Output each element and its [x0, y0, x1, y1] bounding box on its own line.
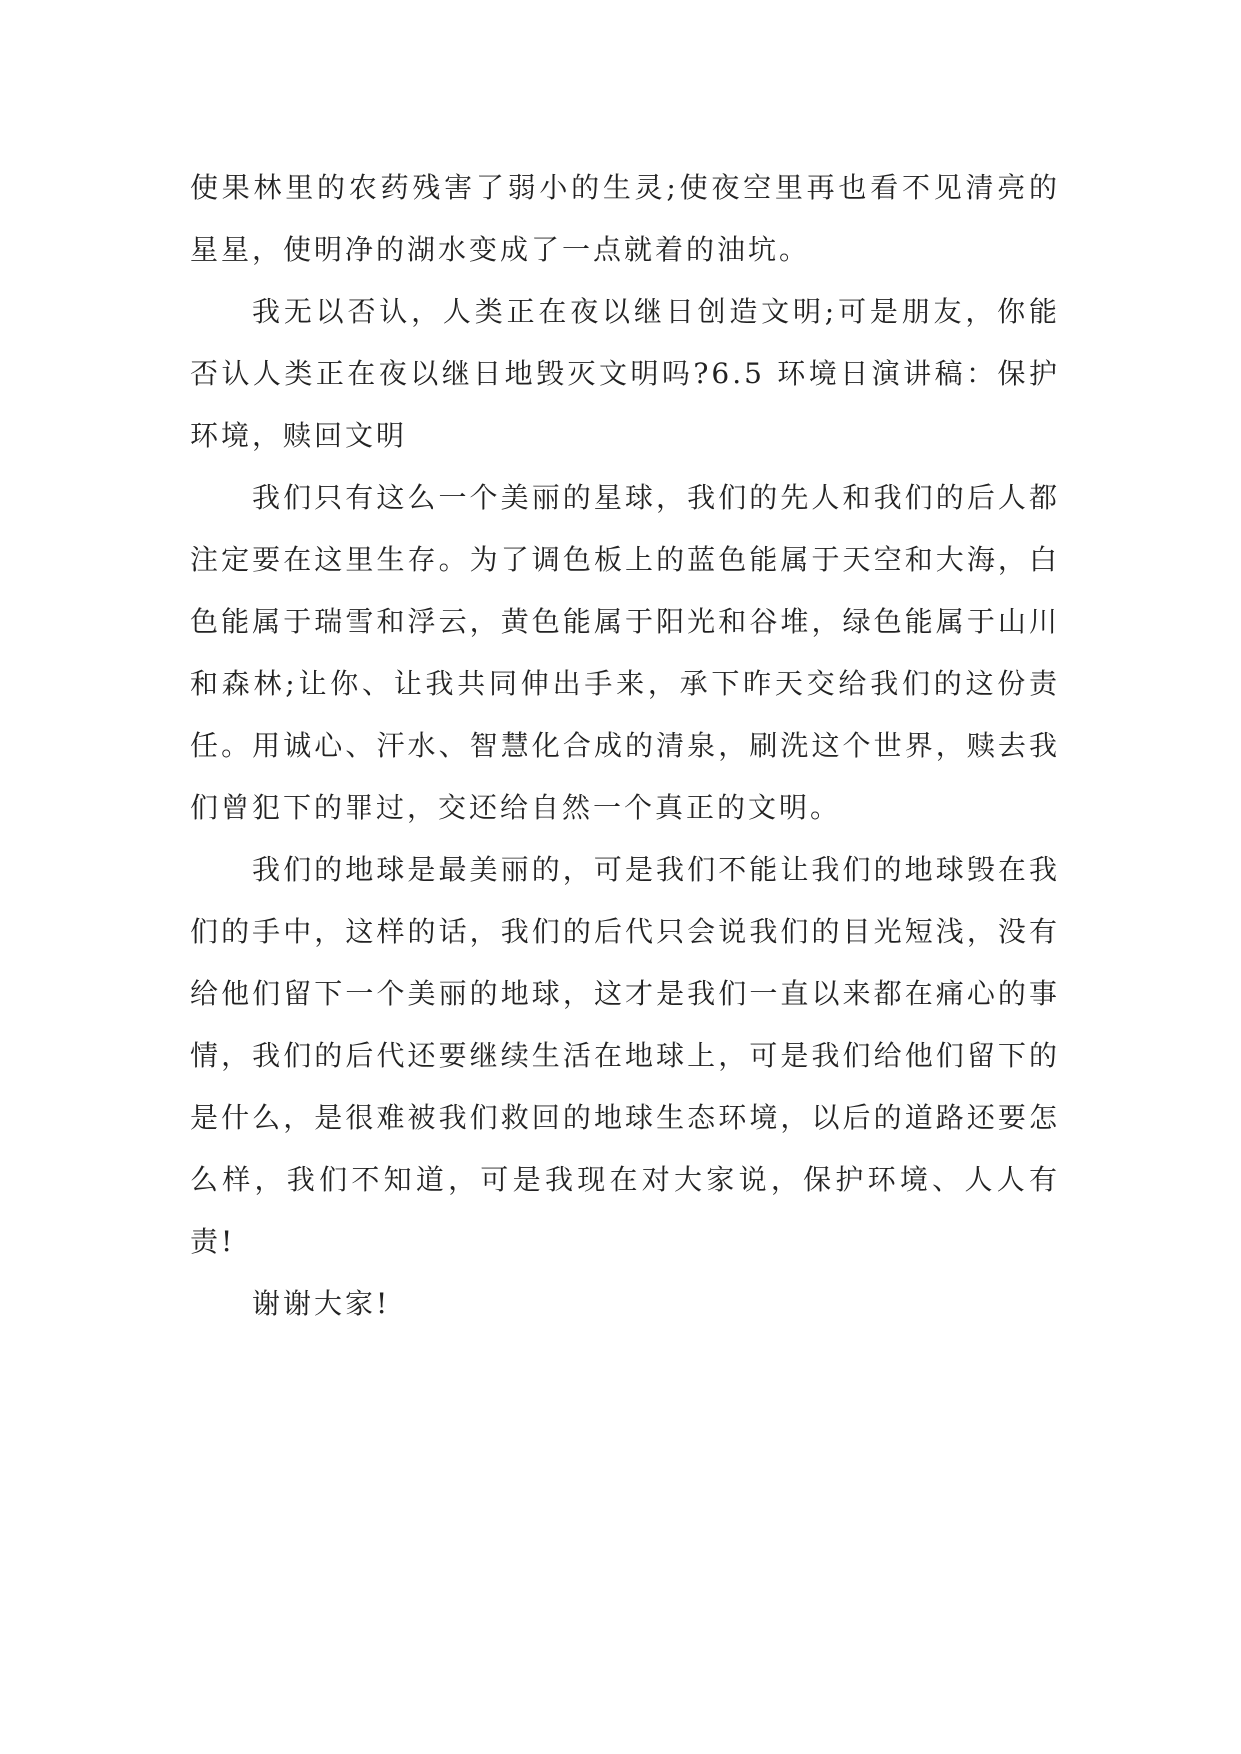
document-body	[190, 157, 1060, 1335]
paragraph-thanks: 谢谢大家!	[252, 1287, 391, 1320]
paragraph-one-planet: 我们只有这么一个美丽的星球，我们的先人和我们的后人都注定要在这里生存。为了调色板上的蓝色能属于天空和大海，白色能属于瑞雪和浮云，黄色能属于阳光和谷堆，绿色能属于山川和森林;让你、让我共同伸出手来，承下昨天交给我们的这份责任。用诚心、汗水、智慧化合成的清泉，刷洗这个世界，赎去我们曾犯下的罪过，交还给自然一个真正的文明。	[190, 481, 1060, 824]
paragraph-continuation: 使果林里的农药残害了弱小的生灵;使夜空里再也看不见清亮的星星，使明净的湖水变成了一点就着的油坑。	[190, 171, 1060, 266]
paragraph-earth-beautiful: 我们的地球是最美丽的，可是我们不能让我们的地球毁在我们的手中，这样的话，我们的后代只会说我们的目光短浅，没有给他们留下一个美丽的地球，这才是我们一直以来都在痛心的事情，我们的后代还要继续生活在地球上，可是我们给他们留下的是什么，是很难被我们救回的地球生态环境，以后的道路还要怎么样，我们不知道，可是我现在对大家说，保护环境、人人有责!	[190, 853, 1060, 1258]
paragraph-civilization: 我无以否认，人类正在夜以继日创造文明;可是朋友，你能否认人类正在夜以继日地毁灭文明吗?6.5 环境日演讲稿：保护环境，赎回文明	[190, 295, 1060, 452]
